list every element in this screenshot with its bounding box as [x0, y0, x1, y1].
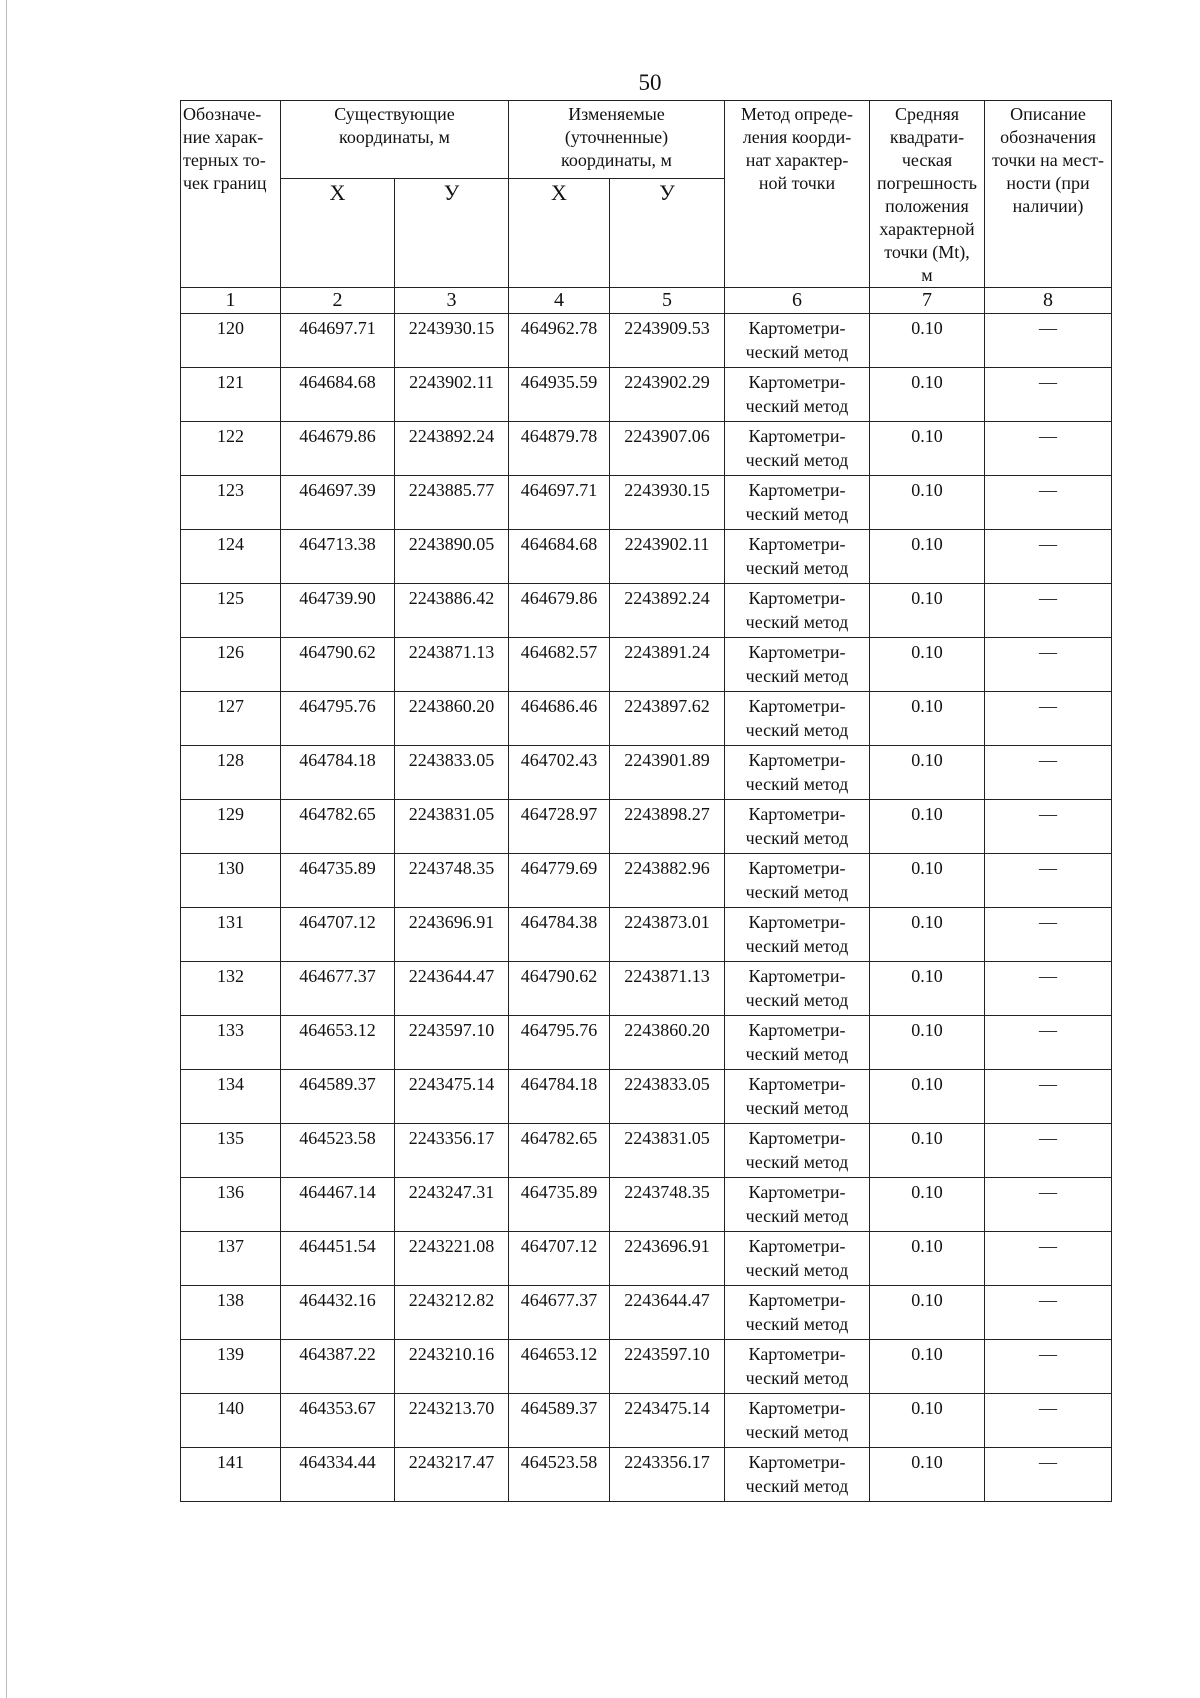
table-row [181, 1178, 1112, 1232]
header-point-designation: Обозначе- ние харак- терных то- чек границ [181, 101, 281, 288]
method-cell: Картометри- ческий метод [725, 908, 870, 962]
changed-y-cell: 2243644.47 [610, 1286, 725, 1340]
description-cell: — [985, 692, 1112, 746]
changed-y-cell: 2243748.35 [610, 1178, 725, 1232]
header-changed-y: У [610, 179, 725, 288]
changed-x-cell: 464686.46 [509, 692, 610, 746]
column-number: 2 [281, 288, 395, 314]
description-cell: — [985, 1394, 1112, 1448]
existing-x-cell: 464739.90 [281, 584, 395, 638]
changed-y-cell: 2243873.01 [610, 908, 725, 962]
description-cell: — [985, 1016, 1112, 1070]
mt-error-cell: 0.10 [870, 1340, 985, 1394]
method-cell: Картометри- ческий метод [725, 1070, 870, 1124]
mt-error-cell: 0.10 [870, 1178, 985, 1232]
existing-x-cell: 464334.44 [281, 1448, 395, 1502]
column-number: 1 [181, 288, 281, 314]
point-id-cell: 129 [181, 800, 281, 854]
table-row [181, 1016, 1112, 1070]
mt-error-cell: 0.10 [870, 368, 985, 422]
column-number: 8 [985, 288, 1112, 314]
method-cell: Картометри- ческий метод [725, 800, 870, 854]
mt-error-cell: 0.10 [870, 962, 985, 1016]
existing-y-cell: 2243885.77 [395, 476, 509, 530]
table-row [181, 1448, 1112, 1502]
table-row [181, 962, 1112, 1016]
description-cell: — [985, 962, 1112, 1016]
changed-y-cell: 2243901.89 [610, 746, 725, 800]
existing-y-cell: 2243356.17 [395, 1124, 509, 1178]
changed-y-cell: 2243833.05 [610, 1070, 725, 1124]
point-id-cell: 125 [181, 584, 281, 638]
description-cell: — [985, 314, 1112, 368]
changed-x-cell: 464784.38 [509, 908, 610, 962]
method-cell: Картометри- ческий метод [725, 1340, 870, 1394]
header-existing-x: X [281, 179, 395, 288]
mt-error-cell: 0.10 [870, 1394, 985, 1448]
changed-y-cell: 2243475.14 [610, 1394, 725, 1448]
existing-y-cell: 2243644.47 [395, 962, 509, 1016]
description-cell: — [985, 1232, 1112, 1286]
existing-x-cell: 464679.86 [281, 422, 395, 476]
existing-y-cell: 2243902.11 [395, 368, 509, 422]
existing-x-cell: 464782.65 [281, 800, 395, 854]
method-cell: Картометри- ческий метод [725, 1394, 870, 1448]
mt-error-cell: 0.10 [870, 1448, 985, 1502]
existing-y-cell: 2243212.82 [395, 1286, 509, 1340]
method-cell: Картометри- ческий метод [725, 422, 870, 476]
changed-y-cell: 2243902.29 [610, 368, 725, 422]
changed-x-cell: 464779.69 [509, 854, 610, 908]
table-row [181, 908, 1112, 962]
description-cell: — [985, 584, 1112, 638]
mt-error-cell: 0.10 [870, 1070, 985, 1124]
description-cell: — [985, 422, 1112, 476]
changed-x-cell: 464677.37 [509, 1286, 610, 1340]
changed-y-cell: 2243898.27 [610, 800, 725, 854]
changed-x-cell: 464879.78 [509, 422, 610, 476]
method-cell: Картометри- ческий метод [725, 476, 870, 530]
method-cell: Картометри- ческий метод [725, 1286, 870, 1340]
header-existing-coordinates: Существующие координаты, м [281, 101, 509, 179]
changed-y-cell: 2243597.10 [610, 1340, 725, 1394]
existing-x-cell: 464795.76 [281, 692, 395, 746]
table-body [181, 288, 1112, 1502]
method-cell: Картометри- ческий метод [725, 1124, 870, 1178]
existing-y-cell: 2243247.31 [395, 1178, 509, 1232]
header-changed-x: X [509, 179, 610, 288]
existing-y-cell: 2243890.05 [395, 530, 509, 584]
existing-y-cell: 2243475.14 [395, 1070, 509, 1124]
point-id-cell: 121 [181, 368, 281, 422]
table-row [181, 1340, 1112, 1394]
changed-x-cell: 464790.62 [509, 962, 610, 1016]
column-number: 5 [610, 288, 725, 314]
table-row [181, 692, 1112, 746]
table-row [181, 1394, 1112, 1448]
existing-x-cell: 464735.89 [281, 854, 395, 908]
method-cell: Картометри- ческий метод [725, 530, 870, 584]
point-id-cell: 128 [181, 746, 281, 800]
changed-x-cell: 464589.37 [509, 1394, 610, 1448]
existing-y-cell: 2243696.91 [395, 908, 509, 962]
method-cell: Картометри- ческий метод [725, 962, 870, 1016]
changed-y-cell: 2243696.91 [610, 1232, 725, 1286]
existing-x-cell: 464697.39 [281, 476, 395, 530]
header-changed-coordinates: Изменяемые (уточненные) координаты, м [509, 101, 725, 179]
point-id-cell: 134 [181, 1070, 281, 1124]
method-cell: Картометри- ческий метод [725, 854, 870, 908]
mt-error-cell: 0.10 [870, 584, 985, 638]
changed-x-cell: 464702.43 [509, 746, 610, 800]
changed-x-cell: 464679.86 [509, 584, 610, 638]
changed-x-cell: 464784.18 [509, 1070, 610, 1124]
point-id-cell: 120 [181, 314, 281, 368]
existing-x-cell: 464713.38 [281, 530, 395, 584]
existing-x-cell: 464353.67 [281, 1394, 395, 1448]
existing-y-cell: 2243213.70 [395, 1394, 509, 1448]
changed-x-cell: 464935.59 [509, 368, 610, 422]
table-row [181, 854, 1112, 908]
mt-error-cell: 0.10 [870, 1124, 985, 1178]
existing-x-cell: 464467.14 [281, 1178, 395, 1232]
point-id-cell: 130 [181, 854, 281, 908]
existing-x-cell: 464790.62 [281, 638, 395, 692]
existing-y-cell: 2243892.24 [395, 422, 509, 476]
changed-x-cell: 464782.65 [509, 1124, 610, 1178]
existing-y-cell: 2243748.35 [395, 854, 509, 908]
header-point-description: Описание обозначения точки на мест- ности (при наличии) [985, 101, 1112, 288]
method-cell: Картометри- ческий метод [725, 584, 870, 638]
method-cell: Картометри- ческий метод [725, 1448, 870, 1502]
changed-x-cell: 464707.12 [509, 1232, 610, 1286]
existing-y-cell: 2243930.15 [395, 314, 509, 368]
changed-y-cell: 2243356.17 [610, 1448, 725, 1502]
header-mean-square-error: Средняя квадрати- ческая погрешность положения характерной точки (Mt), м [870, 101, 985, 288]
existing-y-cell: 2243217.47 [395, 1448, 509, 1502]
changed-y-cell: 2243892.24 [610, 584, 725, 638]
point-id-cell: 131 [181, 908, 281, 962]
table-row [181, 1124, 1112, 1178]
existing-y-cell: 2243597.10 [395, 1016, 509, 1070]
description-cell: — [985, 800, 1112, 854]
column-number: 7 [870, 288, 985, 314]
mt-error-cell: 0.10 [870, 746, 985, 800]
table-row [181, 1286, 1112, 1340]
changed-y-cell: 2243907.06 [610, 422, 725, 476]
table-row [181, 422, 1112, 476]
changed-y-cell: 2243882.96 [610, 854, 725, 908]
changed-x-cell: 464684.68 [509, 530, 610, 584]
description-cell: — [985, 368, 1112, 422]
table-row [181, 530, 1112, 584]
description-cell: — [985, 908, 1112, 962]
point-id-cell: 138 [181, 1286, 281, 1340]
method-cell: Картометри- ческий метод [725, 638, 870, 692]
changed-y-cell: 2243871.13 [610, 962, 725, 1016]
mt-error-cell: 0.10 [870, 1232, 985, 1286]
point-id-cell: 122 [181, 422, 281, 476]
changed-y-cell: 2243831.05 [610, 1124, 725, 1178]
method-cell: Картометри- ческий метод [725, 314, 870, 368]
column-number-row [181, 288, 1112, 314]
mt-error-cell: 0.10 [870, 800, 985, 854]
existing-y-cell: 2243833.05 [395, 746, 509, 800]
changed-x-cell: 464795.76 [509, 1016, 610, 1070]
method-cell: Картометри- ческий метод [725, 1178, 870, 1232]
table-row [181, 314, 1112, 368]
changed-y-cell: 2243930.15 [610, 476, 725, 530]
mt-error-cell: 0.10 [870, 1016, 985, 1070]
changed-x-cell: 464735.89 [509, 1178, 610, 1232]
existing-x-cell: 464677.37 [281, 962, 395, 1016]
description-cell: — [985, 1286, 1112, 1340]
method-cell: Картометри- ческий метод [725, 692, 870, 746]
changed-y-cell: 2243909.53 [610, 314, 725, 368]
point-id-cell: 127 [181, 692, 281, 746]
header-existing-y: У [395, 179, 509, 288]
existing-x-cell: 464387.22 [281, 1340, 395, 1394]
page-number: 50 [638, 70, 662, 95]
description-cell: — [985, 1340, 1112, 1394]
changed-x-cell: 464697.71 [509, 476, 610, 530]
point-id-cell: 126 [181, 638, 281, 692]
point-id-cell: 123 [181, 476, 281, 530]
point-id-cell: 137 [181, 1232, 281, 1286]
table-row [181, 746, 1112, 800]
existing-y-cell: 2243871.13 [395, 638, 509, 692]
existing-y-cell: 2243221.08 [395, 1232, 509, 1286]
table-row [181, 584, 1112, 638]
point-id-cell: 132 [181, 962, 281, 1016]
table-row [181, 368, 1112, 422]
point-id-cell: 124 [181, 530, 281, 584]
description-cell: — [985, 476, 1112, 530]
existing-x-cell: 464707.12 [281, 908, 395, 962]
changed-x-cell: 464653.12 [509, 1340, 610, 1394]
description-cell: — [985, 1124, 1112, 1178]
point-id-cell: 140 [181, 1394, 281, 1448]
method-cell: Картометри- ческий метод [725, 1016, 870, 1070]
changed-y-cell: 2243902.11 [610, 530, 725, 584]
changed-y-cell: 2243897.62 [610, 692, 725, 746]
mt-error-cell: 0.10 [870, 314, 985, 368]
existing-x-cell: 464697.71 [281, 314, 395, 368]
description-cell: — [985, 746, 1112, 800]
changed-x-cell: 464682.57 [509, 638, 610, 692]
method-cell: Картометри- ческий метод [725, 746, 870, 800]
point-id-cell: 141 [181, 1448, 281, 1502]
mt-error-cell: 0.10 [870, 638, 985, 692]
mt-error-cell: 0.10 [870, 908, 985, 962]
table-row [181, 1232, 1112, 1286]
mt-error-cell: 0.10 [870, 422, 985, 476]
mt-error-cell: 0.10 [870, 476, 985, 530]
existing-x-cell: 464784.18 [281, 746, 395, 800]
header-method: Метод опреде- ления коорди- нат характер- ной точки [725, 101, 870, 288]
column-number: 6 [725, 288, 870, 314]
method-cell: Картометри- ческий метод [725, 1232, 870, 1286]
changed-x-cell: 464962.78 [509, 314, 610, 368]
changed-y-cell: 2243860.20 [610, 1016, 725, 1070]
existing-x-cell: 464523.58 [281, 1124, 395, 1178]
mt-error-cell: 0.10 [870, 692, 985, 746]
mt-error-cell: 0.10 [870, 854, 985, 908]
page-margin-line [6, 0, 7, 1698]
mt-error-cell: 0.10 [870, 1286, 985, 1340]
description-cell: — [985, 1178, 1112, 1232]
mt-error-cell: 0.10 [870, 530, 985, 584]
description-cell: — [985, 530, 1112, 584]
coordinates-table [180, 100, 1112, 1502]
point-id-cell: 139 [181, 1340, 281, 1394]
point-id-cell: 136 [181, 1178, 281, 1232]
point-id-cell: 135 [181, 1124, 281, 1178]
existing-y-cell: 2243860.20 [395, 692, 509, 746]
existing-x-cell: 464589.37 [281, 1070, 395, 1124]
existing-x-cell: 464653.12 [281, 1016, 395, 1070]
column-number: 3 [395, 288, 509, 314]
description-cell: — [985, 1448, 1112, 1502]
point-id-cell: 133 [181, 1016, 281, 1070]
existing-x-cell: 464684.68 [281, 368, 395, 422]
existing-x-cell: 464451.54 [281, 1232, 395, 1286]
changed-y-cell: 2243891.24 [610, 638, 725, 692]
existing-y-cell: 2243210.16 [395, 1340, 509, 1394]
existing-x-cell: 464432.16 [281, 1286, 395, 1340]
table-row [181, 476, 1112, 530]
column-number: 4 [509, 288, 610, 314]
description-cell: — [985, 854, 1112, 908]
method-cell: Картометри- ческий метод [725, 368, 870, 422]
table-row [181, 1070, 1112, 1124]
description-cell: — [985, 1070, 1112, 1124]
table-row [181, 800, 1112, 854]
table-row [181, 638, 1112, 692]
changed-x-cell: 464728.97 [509, 800, 610, 854]
existing-y-cell: 2243831.05 [395, 800, 509, 854]
description-cell: — [985, 638, 1112, 692]
changed-x-cell: 464523.58 [509, 1448, 610, 1502]
existing-y-cell: 2243886.42 [395, 584, 509, 638]
